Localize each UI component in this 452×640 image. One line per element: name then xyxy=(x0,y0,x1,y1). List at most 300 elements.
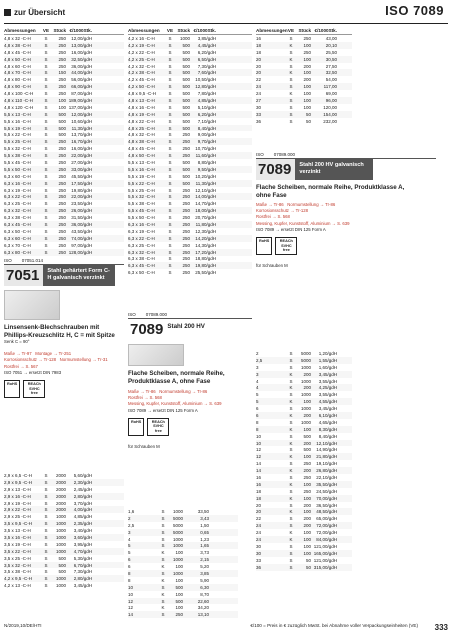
table-cell: S xyxy=(44,208,48,214)
table-row xyxy=(128,262,252,269)
table-cell: S xyxy=(168,84,172,90)
table-cell: 3 xyxy=(128,529,131,535)
table-cell: K xyxy=(289,70,293,76)
table-cell: 3,5 x 13 -C-H xyxy=(4,528,31,534)
iso-number: 07051.014 xyxy=(21,258,44,263)
table-row xyxy=(256,446,352,453)
table-cell: K xyxy=(289,91,293,97)
ref-link[interactable]: Korrosionsschutz → Tr-128 xyxy=(256,208,309,214)
table-cell: 6,3 x 32 -C-H xyxy=(4,208,31,214)
table-row xyxy=(4,125,124,132)
table-cell: 2,80/gdH xyxy=(73,493,92,499)
table-cell: S xyxy=(289,118,293,124)
table-cell: 2,15 xyxy=(200,557,209,563)
table-cell: 3,60/gdH xyxy=(73,534,92,540)
table-cell: 250 xyxy=(58,166,66,172)
table-cell: 5,90 xyxy=(200,577,209,583)
table-row xyxy=(128,584,238,591)
table-cell: 250 xyxy=(303,474,311,480)
table-row xyxy=(128,542,238,549)
table-cell: 11,60/gdH xyxy=(195,153,216,159)
table-cell: 6,3 x 19 -C-H xyxy=(128,228,155,234)
hdr-st: Stück xyxy=(53,28,66,33)
table-cell: 500 xyxy=(58,111,66,117)
table-row xyxy=(256,49,352,56)
table-row xyxy=(4,541,124,548)
table-row xyxy=(256,405,352,412)
table-cell: 8,70 xyxy=(200,591,209,597)
table-cell: 97,00/gdH xyxy=(71,242,92,248)
table-cell: K xyxy=(161,577,165,583)
table-cell: S xyxy=(44,187,48,193)
table-cell: 120,00 xyxy=(323,104,337,110)
table-row xyxy=(4,486,124,493)
table-cell: S xyxy=(289,550,293,556)
table-cell: 5,5 x 50 -C-H xyxy=(4,166,31,172)
table-row xyxy=(4,118,124,125)
table-cell: 3 xyxy=(256,371,259,377)
table-cell: S xyxy=(44,166,48,172)
table-row xyxy=(256,398,352,405)
table-row xyxy=(4,527,124,534)
table-row xyxy=(4,575,124,582)
table-cell: S xyxy=(44,500,48,506)
table-cell: 5,60/gdH xyxy=(73,472,92,478)
ref-link[interactable]: Messing, Kupfer, Kunststoff, Aluminium → S. 639 xyxy=(128,401,222,407)
table-cell: 72,00/gdH xyxy=(316,523,337,529)
table-cell: 100 xyxy=(303,104,311,110)
table-cell: S xyxy=(168,249,172,255)
table-row xyxy=(256,364,352,371)
table-header xyxy=(4,27,124,35)
table-cell: 100 xyxy=(58,97,66,103)
hdr-ve: VE xyxy=(287,28,295,33)
table-cell: K xyxy=(161,564,165,570)
table-cell: 12 xyxy=(256,447,262,453)
table-row xyxy=(4,479,124,486)
ref-link[interactable]: Montage → Tr-251 xyxy=(35,351,72,357)
table-row xyxy=(256,90,352,97)
table-cell: 5,5 x 32 -C-H xyxy=(4,146,31,152)
table-cell: 250 xyxy=(58,63,66,69)
table-cell: 36,50/gdH xyxy=(316,502,337,508)
table-cell: 200 xyxy=(303,371,311,377)
table-cell: 12,30/gdH xyxy=(195,228,216,234)
table-cell: 6,3 x 25 -C-H xyxy=(128,242,155,248)
table-cell: 45,50/gdH xyxy=(71,173,92,179)
table-cell: 2,45/gdH xyxy=(73,486,92,492)
table-cell: S xyxy=(289,378,293,384)
table-cell: S xyxy=(44,534,48,540)
table-cell: S xyxy=(44,104,48,110)
ref-link[interactable]: Messing, Kupfer, Kunststoff, Aluminium → S. 639 xyxy=(256,220,350,226)
table-cell: 200 xyxy=(303,412,311,418)
table-cell: 250 xyxy=(182,215,190,221)
table-cell: K xyxy=(289,385,293,391)
table-row xyxy=(128,221,252,228)
table-cell: 1000 xyxy=(172,508,183,514)
table-cell: K xyxy=(289,399,293,405)
table-row xyxy=(256,69,352,76)
table-cell: 3,43 xyxy=(200,515,209,521)
table-row xyxy=(128,159,252,166)
table-cell: 30 xyxy=(256,543,262,549)
table-cell: 250 xyxy=(58,49,66,55)
table-cell: S xyxy=(161,536,165,542)
table-cell: 500 xyxy=(182,91,190,97)
table-row xyxy=(128,35,252,42)
table-cell: 6,3 x 50 -C-H xyxy=(4,228,31,234)
ref-link[interactable]: Rostfrei → S. 568 xyxy=(128,395,162,401)
table-cell: 4,8 x 32 -C-H xyxy=(4,35,31,41)
table-cell: S xyxy=(44,91,48,97)
table-cell: 500 xyxy=(175,584,183,590)
table-cell: 5,5 x 25 -C-H xyxy=(4,139,31,145)
table-row xyxy=(4,207,124,214)
table-cell: 2 xyxy=(256,350,259,356)
table-cell: 24,50/gdH xyxy=(316,488,337,494)
table-cell: 4,8 x 19 -C-H xyxy=(128,111,155,117)
table-cell: 4,8 x 120 -C-H xyxy=(4,104,34,110)
hdr-ve: VE xyxy=(42,28,50,33)
table-cell: S xyxy=(168,139,172,145)
table-cell: 1000 xyxy=(172,543,183,549)
table-cell: 8,30/gdH xyxy=(318,426,337,432)
table-cell: 500 xyxy=(182,77,190,83)
table-cell: 250 xyxy=(303,49,311,55)
table-row xyxy=(128,515,238,522)
table-cell: S xyxy=(161,508,165,514)
table-cell: S xyxy=(44,249,48,255)
table-cell: S xyxy=(44,173,48,179)
table-cell: 17,20/gdH xyxy=(195,249,216,255)
table-cell: S xyxy=(289,474,293,480)
table-row xyxy=(128,242,252,249)
table-cell: K xyxy=(289,530,293,536)
table-row xyxy=(128,228,252,235)
table-cell: S xyxy=(161,598,165,604)
table-row xyxy=(256,76,352,83)
table-row xyxy=(4,228,124,235)
table-row xyxy=(256,350,352,357)
table-row xyxy=(128,63,252,70)
table-cell: S xyxy=(168,104,172,110)
table-cell: 200 xyxy=(303,63,311,69)
table-cell: 5,5 x 25 -C-H xyxy=(128,187,155,193)
table-cell: 32,50 xyxy=(325,70,337,76)
table-cell: 16,00/gdH xyxy=(71,49,92,55)
table-cell: 20,10 xyxy=(325,42,337,48)
table-cell: 6,3 x 45 -C-H xyxy=(4,221,31,227)
table-cell: 4,2 x 38 -C-H xyxy=(128,70,155,76)
table-cell: 4,85/gdH xyxy=(197,97,216,103)
table-cell: S xyxy=(44,159,48,165)
table-row xyxy=(256,564,352,571)
footer-code: N/2019,10/DE/HTI xyxy=(4,623,42,628)
table-cell: 0,65 xyxy=(200,529,209,535)
table-cell: 9,70/gdH xyxy=(197,139,216,145)
table-row xyxy=(4,152,124,159)
table-cell: 250 xyxy=(58,180,66,186)
table-row xyxy=(4,493,124,500)
product-card-7089-verzinkt xyxy=(256,152,436,269)
table-row xyxy=(128,180,252,187)
table-cell: 5,30/gdH xyxy=(73,555,92,561)
table-cell: S xyxy=(44,153,48,159)
ref-link[interactable]: Rostfrei → S. 567 xyxy=(4,363,38,369)
table-row xyxy=(4,131,124,138)
table-cell: 100 xyxy=(175,577,183,583)
table-cell: S xyxy=(44,541,48,547)
table-cell: 1000 xyxy=(172,570,183,576)
table-row xyxy=(256,371,352,378)
table-cell: 2,30/gdH xyxy=(73,479,92,485)
table-cell: 150 xyxy=(58,70,66,76)
table-cell: 3,45/gdH xyxy=(318,406,337,412)
table-cell: 4,8 x 13 -C-H xyxy=(128,97,155,103)
table-cell: S xyxy=(168,256,172,262)
back-arrow-icon xyxy=(4,9,11,16)
table-cell: 1000 xyxy=(300,392,311,398)
table-row xyxy=(4,472,124,479)
table-row xyxy=(4,568,124,575)
table-row xyxy=(128,131,252,138)
table-cell: 200 xyxy=(303,523,311,529)
table-cell: 2,9 x 19 -C-H xyxy=(4,500,31,506)
table-row xyxy=(128,200,252,207)
table-cell: 20 xyxy=(256,63,262,69)
ref-link[interactable]: Korrosionsschutz → Tr-128 xyxy=(4,357,57,363)
table-cell: 2,80/gdH xyxy=(73,576,92,582)
table-cell: 14,30/gdH xyxy=(195,242,216,248)
ref-link[interactable]: Rostfrei → S. 568 xyxy=(256,214,290,220)
table-cell: 18 xyxy=(256,495,262,501)
table-cell: 1000 xyxy=(300,364,311,370)
table-row xyxy=(256,63,352,70)
table-cell: 250 xyxy=(182,221,190,227)
table-row xyxy=(4,555,124,562)
table-row xyxy=(4,111,124,118)
table-cell: S xyxy=(168,132,172,138)
table-cell: S xyxy=(289,63,293,69)
table-row xyxy=(256,440,352,447)
table-row xyxy=(128,69,252,76)
table-cell: 232,00 xyxy=(323,118,337,124)
ref-link[interactable]: Normumstellung → Tr-31 xyxy=(59,357,108,363)
table-cell: K xyxy=(289,42,293,48)
table-cell: S xyxy=(289,433,293,439)
table-cell: 100 xyxy=(303,56,311,62)
table-cell: 4,8 x 90 -C-H xyxy=(4,84,31,90)
table-cell: 11,30/gdH xyxy=(71,125,92,131)
product-number: 7089 xyxy=(256,159,295,180)
back-label: zur Übersicht xyxy=(14,8,66,17)
table-cell: 1,6 xyxy=(128,508,135,514)
table-cell: S xyxy=(289,406,293,412)
table-cell: S xyxy=(289,419,293,425)
table-cell: 14,90/gdH xyxy=(316,447,337,453)
table-cell: 96,00 xyxy=(325,97,337,103)
table-col-1 xyxy=(4,27,124,256)
table-cell: 36 xyxy=(256,564,262,570)
table-cell: K xyxy=(289,371,293,377)
table-cell: S xyxy=(289,84,293,90)
table-cell: 1,65 xyxy=(200,543,209,549)
table-cell: 33 xyxy=(256,111,262,117)
table-cell: 100 xyxy=(175,591,183,597)
table-cell: 12,80/gdH xyxy=(195,84,216,90)
table-cell: 1000 xyxy=(55,528,66,534)
hdr-abm: Abmessungen xyxy=(4,28,36,33)
table-cell: 250 xyxy=(58,242,66,248)
table-cell: 250 xyxy=(58,235,66,241)
table-cell: S xyxy=(44,555,48,561)
table-cell: S xyxy=(44,132,48,138)
table-row xyxy=(256,357,352,364)
badge-row xyxy=(128,418,252,436)
table-cell: S xyxy=(168,125,172,131)
table-row xyxy=(256,515,352,522)
ref-link[interactable]: Maße → Tr-86 xyxy=(128,389,156,394)
table-cell: S xyxy=(168,153,172,159)
table-cell: 5000 xyxy=(300,357,311,363)
table-row xyxy=(128,570,238,577)
screw-image xyxy=(4,290,60,320)
rohs-badge: RoHS xyxy=(128,418,144,436)
table-cell: 250 xyxy=(58,35,66,41)
table-cell: 500 xyxy=(182,159,190,165)
table-cell: 100 xyxy=(58,104,66,110)
table-cell: S xyxy=(168,166,172,172)
table-cell: 4,8 x 50 -C-H xyxy=(4,56,31,62)
table-cell: 3,40/gdH xyxy=(73,528,92,534)
table-cell: 19,80/gdH xyxy=(71,187,92,193)
table-cell: 14,00/gdH xyxy=(195,194,216,200)
table-cell: S xyxy=(168,242,172,248)
table-row xyxy=(4,76,124,83)
table-cell: 2,9 x 16 -C-H xyxy=(4,493,31,499)
table-cell: 50 xyxy=(305,118,311,124)
table-cell: 6 xyxy=(256,412,259,418)
table-cell: 20 xyxy=(256,56,262,62)
table-cell: S xyxy=(44,576,48,582)
table-cell: 500 xyxy=(182,118,190,124)
table-cell: 1,55/gdH xyxy=(318,357,337,363)
table-cell: 1000 xyxy=(179,35,190,41)
table-cell: 100 xyxy=(303,481,311,487)
table-cell: 100 xyxy=(303,509,311,515)
table-cell: 3,73 xyxy=(200,550,209,556)
table-cell: 250 xyxy=(58,187,66,193)
table-cell: S xyxy=(168,91,172,97)
table-cell: 4,25/gdH xyxy=(318,385,337,391)
table-cell: 34,20 xyxy=(197,605,209,611)
iso-label: ISO xyxy=(4,258,12,263)
table-cell: S xyxy=(289,350,293,356)
table-cell: 20 xyxy=(256,509,262,515)
hdr-st: Stück xyxy=(177,28,190,33)
table-cell: 7,30/gdH xyxy=(197,63,216,69)
table-cell: 6,3 x 16 -C-H xyxy=(128,221,155,227)
table-cell: 8,40/gdH xyxy=(197,125,216,131)
table-cell: 3,5 x 9,5 -C-H xyxy=(4,521,33,527)
table-cell: 25,50 xyxy=(325,49,337,55)
table-cell: 250 xyxy=(182,194,190,200)
table-cell: K xyxy=(289,536,293,542)
table-cell: 27,50 xyxy=(325,63,337,69)
table-cell: 17,50/gdH xyxy=(71,180,92,186)
product-material: Stahl 200 HV galvanisch verzinkt xyxy=(295,159,373,180)
footer xyxy=(4,623,448,628)
ref-link[interactable]: Normumstellung → Tr-86 xyxy=(287,202,336,207)
table-cell: 6,3 x 60 -C-H xyxy=(4,235,31,241)
table-cell: 1000 xyxy=(55,576,66,582)
table-cell: 5,5 x 22 -C-H xyxy=(128,180,155,186)
table-row xyxy=(128,118,252,125)
table-cell: 4,2 x 25 -C-H xyxy=(128,56,155,62)
table-cell: 5,5 x 38 -C-H xyxy=(128,201,155,207)
table-row xyxy=(256,83,352,90)
table-cell: S xyxy=(44,97,48,103)
table-cell: 4,00/gdH xyxy=(73,507,92,513)
table-cell: 500 xyxy=(58,132,66,138)
table-cell: 66,00/gdH xyxy=(71,84,92,90)
table-cell: 3,5 x 32 -C-H xyxy=(4,562,31,568)
table-row xyxy=(128,145,252,152)
back-link[interactable] xyxy=(4,8,65,17)
table-cell: S xyxy=(44,118,48,124)
table-cell: 12,00/gdH xyxy=(71,35,92,41)
table-row xyxy=(128,76,252,83)
table-cell: 21,80/gdH xyxy=(316,454,337,460)
table-cell: 4,8 x 100 -C-H xyxy=(4,91,34,97)
product-number: 7051 xyxy=(4,265,43,286)
header-divider xyxy=(4,23,448,24)
hdr-abm: Abmessungen xyxy=(256,28,288,33)
table-row xyxy=(4,90,124,97)
table-cell: S xyxy=(168,228,172,234)
table-cell: 22,10/gdH xyxy=(316,474,337,480)
table-cell: S xyxy=(161,529,165,535)
iso-number: 07089.000 xyxy=(273,152,296,157)
table-row xyxy=(4,582,124,589)
table-cell: 500 xyxy=(58,118,66,124)
table-cell: 6,20/gdH xyxy=(197,49,216,55)
table-cell: 7,10/gdH xyxy=(197,118,216,124)
ref-link[interactable]: Maße → Tr-86 xyxy=(256,202,284,207)
table-cell: 250 xyxy=(58,228,66,234)
table-cell: 20,70/gdH xyxy=(195,215,216,221)
table-row xyxy=(256,488,352,495)
table-row xyxy=(256,474,352,481)
table-cell: 8 xyxy=(128,577,131,583)
table-cell: 4,70/gdH xyxy=(73,548,92,554)
iso-label: ISO xyxy=(256,152,264,157)
table-cell: S xyxy=(289,111,293,117)
ref-link[interactable]: Normumstellung → Tr-86 xyxy=(159,389,208,394)
table-cell: 100 xyxy=(303,91,311,97)
table-row xyxy=(128,207,252,214)
table-cell: 250 xyxy=(58,221,66,227)
table-row xyxy=(256,550,352,557)
table-cell: 5000 xyxy=(300,350,311,356)
table-cell: 500 xyxy=(182,42,190,48)
table-cell: S xyxy=(44,35,48,41)
table-cell: 2,9 x 22 -C-H xyxy=(4,507,31,513)
ref-link[interactable]: Maße → Tr-97 xyxy=(4,351,32,357)
card-head xyxy=(128,319,252,340)
table-row xyxy=(4,562,124,569)
